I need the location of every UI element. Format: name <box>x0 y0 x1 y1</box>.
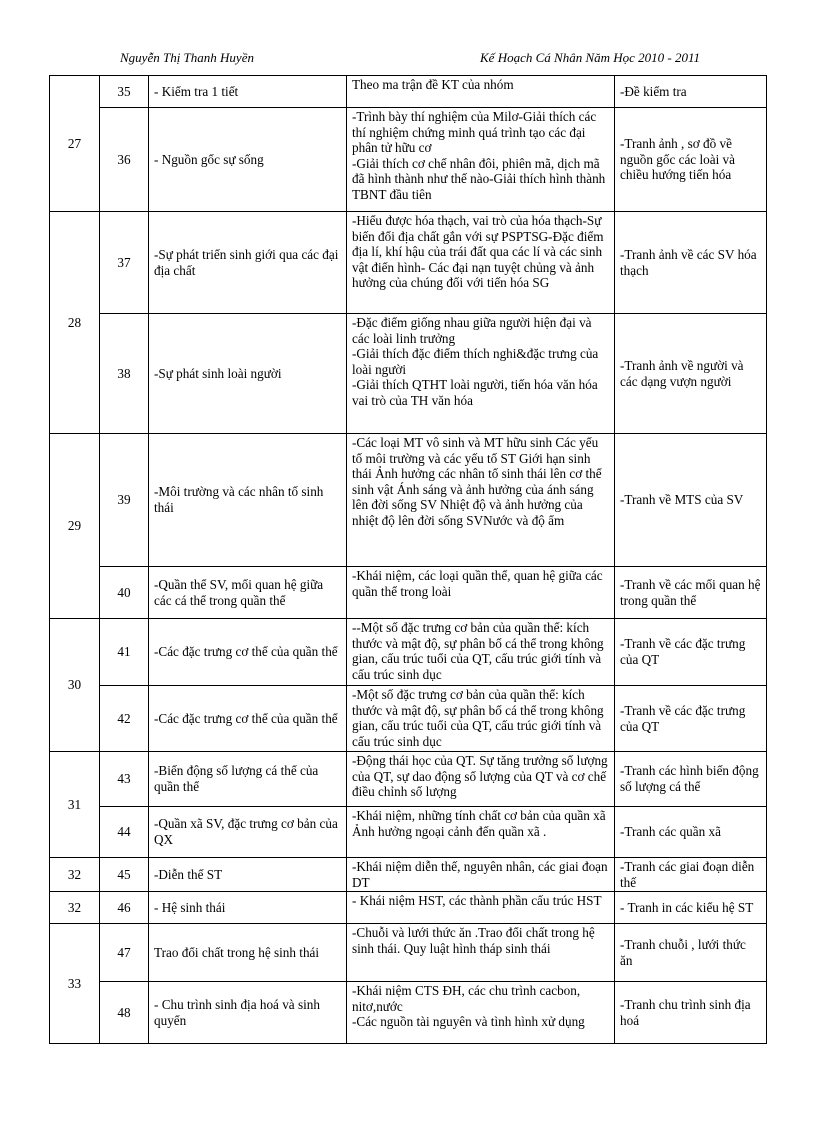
teaching-materials-cell-text: -Tranh chuỗi , lưới thức ăn <box>620 937 746 968</box>
lesson-number-cell: 42 <box>100 686 149 752</box>
document-title: Kế Hoạch Cá Nhân Năm Học 2010 - 2011 <box>480 50 701 65</box>
lesson-number-cell: 39 <box>100 434 149 567</box>
teaching-materials-cell-text: -Tranh về các đặc trưng của QT <box>620 636 746 667</box>
teaching-materials-cell <box>615 314 767 434</box>
lesson-number-cell: 44 <box>100 807 149 858</box>
table-row <box>50 807 767 858</box>
table-row <box>50 567 767 619</box>
teaching-materials-cell <box>615 619 767 686</box>
lesson-content-cell <box>347 858 615 892</box>
week-cell: 31 <box>50 752 100 858</box>
teaching-materials-cell <box>615 752 767 807</box>
teaching-materials-cell-text: -Tranh ảnh , sơ đồ về nguồn gốc các loài và chiều hướng tiến hóa <box>620 136 735 183</box>
week-cell: 27 <box>50 76 100 212</box>
table-row <box>50 982 767 1044</box>
week-cell: 32 <box>50 858 100 892</box>
table-row <box>50 892 767 924</box>
teaching-materials-cell-text: -Đề kiểm tra <box>620 83 687 99</box>
lesson-content-cell-text: -Động thái học của QT. Sự tăng trưởng số lượng của QT, sự dao động số lượng của QT và cơ chế điều chỉnh số lượng <box>352 753 608 800</box>
lesson-content-cell-text: -Khái niệm, những tính chất cơ bản của quần xã <box>352 808 606 823</box>
table-row <box>50 212 767 314</box>
lesson-topic-cell-text: -Các đặc trưng cơ thể của quần thể <box>154 710 338 726</box>
teaching-materials-cell <box>615 567 767 619</box>
teaching-materials-cell-text: -Tranh về các đặc trưng của QT <box>620 702 746 734</box>
lesson-topic-cell <box>149 982 347 1044</box>
author-name: Nguyễn Thị Thanh Huyền <box>120 50 254 65</box>
lesson-number-cell: 43 <box>100 752 149 807</box>
lesson-number-cell: 36 <box>100 108 149 212</box>
lesson-content-cell-text: Ảnh hưởng ngoại cảnh đến quần xã . <box>352 823 547 839</box>
lesson-topic-cell-text: -Sự phát sinh loài người <box>154 365 282 381</box>
lesson-content-cell-text: -Hiểu được hóa thạch, vai trò của hóa thạch-Sự biến đổi địa chất gắn với sự PSPTSG-Đặc điểm địa lí, khí hậu của trái đất qua các lí và các sinh vật điển hình- Các đại nạn tuyệt chủng và ảnh hưởng của chúng đối với tiến hóa SG <box>352 213 604 291</box>
lesson-content-cell-text: -Đặc điểm giống nhau giữa người hiện đại và các loài linh trưởng <box>352 315 592 346</box>
lesson-content-cell <box>347 686 615 752</box>
lesson-topic-cell-text: -Quần xã SV, đặc trưng cơ bản của QX <box>154 816 338 847</box>
lesson-number-cell: 48 <box>100 982 149 1044</box>
lesson-topic-cell-text: -Các đặc trưng cơ thể của quần thể <box>154 644 338 660</box>
lesson-content-cell <box>347 212 615 314</box>
week-cell: 33 <box>50 924 100 1044</box>
lesson-content-cell-text: -Khái niệm diễn thế, nguyên nhân, các giai đoạn DT <box>352 859 608 890</box>
teaching-materials-cell <box>615 434 767 567</box>
lesson-topic-cell <box>149 76 347 108</box>
lesson-topic-cell-text: Trao đổi chất trong hệ sinh thái <box>154 944 320 960</box>
lesson-topic-cell <box>149 619 347 686</box>
lesson-content-cell-text: -Các nguồn tài nguyên và tình hình xử dụng <box>352 1014 585 1030</box>
week-cell: 28 <box>50 212 100 434</box>
lesson-topic-cell <box>149 686 347 752</box>
lesson-content-cell-text: -Giải thích QTHT loài người, tiến hóa văn hóa vai trò của TH văn hóa <box>352 377 598 408</box>
lesson-topic-cell-text: -Môi trường và các nhân tố sinh thái <box>154 484 324 515</box>
lesson-plan-body <box>50 76 767 1044</box>
lesson-number-cell: 40 <box>100 567 149 619</box>
lesson-content-cell-text: -Khái niệm, các loại quần thể, quan hệ giữa các quần thể trong loài <box>352 568 603 599</box>
lesson-topic-cell-text: -Sự phát triển sinh giới qua các đại địa chất <box>154 246 339 278</box>
teaching-materials-cell-text: -Tranh các giai đoạn diễn thế <box>620 859 755 890</box>
lesson-content-cell-text: -Một số đặc trưng cơ bản của quần thể: kích thước và mật độ, sự phân bố cá thể trong không gian, cấu trúc tuổi của QT, cấu trúc giới tính và cấu trúc sinh dục <box>352 687 604 749</box>
lesson-number-cell: 46 <box>100 892 149 924</box>
table-row <box>50 686 767 752</box>
teaching-materials-cell-text: -Tranh về các mối quan hệ trong quần thể <box>620 576 761 608</box>
lesson-topic-cell <box>149 924 347 982</box>
teaching-materials-cell-text: -Tranh ảnh về người và các dạng vượn người <box>620 357 744 389</box>
lesson-content-cell <box>347 892 615 924</box>
lesson-topic-cell-text: -Biến động số lượng cá thể của quần thể <box>154 763 319 794</box>
lesson-number-cell: 41 <box>100 619 149 686</box>
lesson-content-cell-text: -Chuỗi và lưới thức ăn .Trao đổi chất trong hệ sinh thái. Quy luật hình tháp sinh thái <box>352 925 595 956</box>
table-row <box>50 858 767 892</box>
lesson-plan-table <box>49 75 767 1044</box>
table-row <box>50 314 767 434</box>
lesson-topic-cell-text: - Chu trình sinh địa hoá và sinh quyển <box>154 997 320 1028</box>
lesson-topic-cell <box>149 567 347 619</box>
lesson-content-cell-text: -Khái niệm CTS ĐH, các chu trình cacbon, nitơ,nước <box>352 983 581 1014</box>
teaching-materials-cell <box>615 892 767 924</box>
lesson-topic-cell <box>149 108 347 212</box>
table-row <box>50 76 767 108</box>
lesson-content-cell <box>347 619 615 686</box>
table-row <box>50 924 767 982</box>
lesson-content-cell <box>347 567 615 619</box>
teaching-materials-cell-text: - Tranh in các kiểu hệ ST <box>620 899 754 915</box>
lesson-content-cell-text: - Khái niệm HST, các thành phần cấu trúc HST <box>352 893 602 909</box>
teaching-materials-cell <box>615 686 767 752</box>
lesson-number-cell: 37 <box>100 212 149 314</box>
lesson-content-cell <box>347 752 615 807</box>
lesson-number-cell: 35 <box>100 76 149 108</box>
lesson-content-cell <box>347 924 615 982</box>
teaching-materials-cell-text: -Tranh các quần xã <box>620 824 721 840</box>
teaching-materials-cell <box>615 982 767 1044</box>
teaching-materials-cell-text: -Tranh về MTS của SV <box>620 492 744 508</box>
lesson-topic-cell-text: - Nguồn gốc sự sống <box>154 151 264 167</box>
lesson-number-cell: 45 <box>100 858 149 892</box>
lesson-content-cell-text: Theo ma trận đề KT của nhóm <box>352 77 514 92</box>
lesson-content-cell <box>347 108 615 212</box>
lesson-content-cell <box>347 807 615 858</box>
table-row <box>50 619 767 686</box>
lesson-topic-cell-text: - Kiểm tra 1 tiết <box>154 83 239 99</box>
lesson-number-cell: 38 <box>100 314 149 434</box>
teaching-materials-cell <box>615 807 767 858</box>
lesson-content-cell <box>347 76 615 108</box>
teaching-materials-cell <box>615 108 767 212</box>
teaching-materials-cell-text: -Tranh các hình biến động số lượng cá thể <box>620 763 759 794</box>
lesson-content-cell-text: -Giải thích đặc điểm thích nghi&đặc trưng của loài người <box>352 346 599 377</box>
week-cell: 30 <box>50 619 100 752</box>
lesson-content-cell-text: -Giải thích cơ chế nhân đôi, phiên mã, dịch mã đã hình thành như thế nào-Giải thích hình thành TBNT đầu tiên <box>352 155 606 202</box>
lesson-topic-cell <box>149 314 347 434</box>
lesson-content-cell-text: -Các loại MT vô sinh và MT hữu sinh Các yếu tố môi trường và các yếu tố ST Giới hạn sinh thái Ảnh hưởng các nhân tố sinh thái lên cơ thể sinh vật Ánh sáng và ảnh hưởng của ánh sáng lên đời sống SV Nhiệt độ và ảnh hưởng của nhiệt độ lên đời sống SVNước và độ ẩm <box>352 435 602 528</box>
teaching-materials-cell-text: -Tranh chu trình sinh địa hoá <box>620 997 751 1028</box>
lesson-content-cell <box>347 434 615 567</box>
lesson-topic-cell <box>149 212 347 314</box>
week-cell: 29 <box>50 434 100 619</box>
lesson-content-cell-text: -Trình bày thí nghiệm của Milơ-Giải thích các thí nghiệm chứng minh quá trình tạo các đại phân tử hữu cơ <box>352 109 597 156</box>
table-row <box>50 752 767 807</box>
teaching-materials-cell <box>615 858 767 892</box>
lesson-topic-cell-text: - Hệ sinh thái <box>154 899 226 915</box>
lesson-content-cell <box>347 314 615 434</box>
teaching-materials-cell-text: -Tranh ảnh về các SV hóa thạch <box>620 246 757 278</box>
week-cell: 32 <box>50 892 100 924</box>
teaching-materials-cell <box>615 212 767 314</box>
page-header <box>50 50 768 68</box>
table-row <box>50 434 767 567</box>
teaching-materials-cell <box>615 924 767 982</box>
lesson-topic-cell-text: -Quần thể SV, mối quan hệ giữa các cá thể trong quần thể <box>154 576 324 608</box>
lesson-number-cell: 47 <box>100 924 149 982</box>
lesson-topic-cell <box>149 807 347 858</box>
lesson-content-cell-text: --Một số đặc trưng cơ bản của quần thể: kích thước và mật độ, sự phân bố cá thể trong không gian, cấu trúc tuổi của QT, cấu trúc giới tính và cấu trúc sinh dục <box>352 620 604 682</box>
lesson-topic-cell <box>149 892 347 924</box>
lesson-topic-cell <box>149 752 347 807</box>
lesson-topic-cell <box>149 858 347 892</box>
lesson-content-cell <box>347 982 615 1044</box>
lesson-topic-cell <box>149 434 347 567</box>
table-row <box>50 108 767 212</box>
lesson-topic-cell-text: -Diễn thế ST <box>154 866 223 882</box>
teaching-materials-cell <box>615 76 767 108</box>
